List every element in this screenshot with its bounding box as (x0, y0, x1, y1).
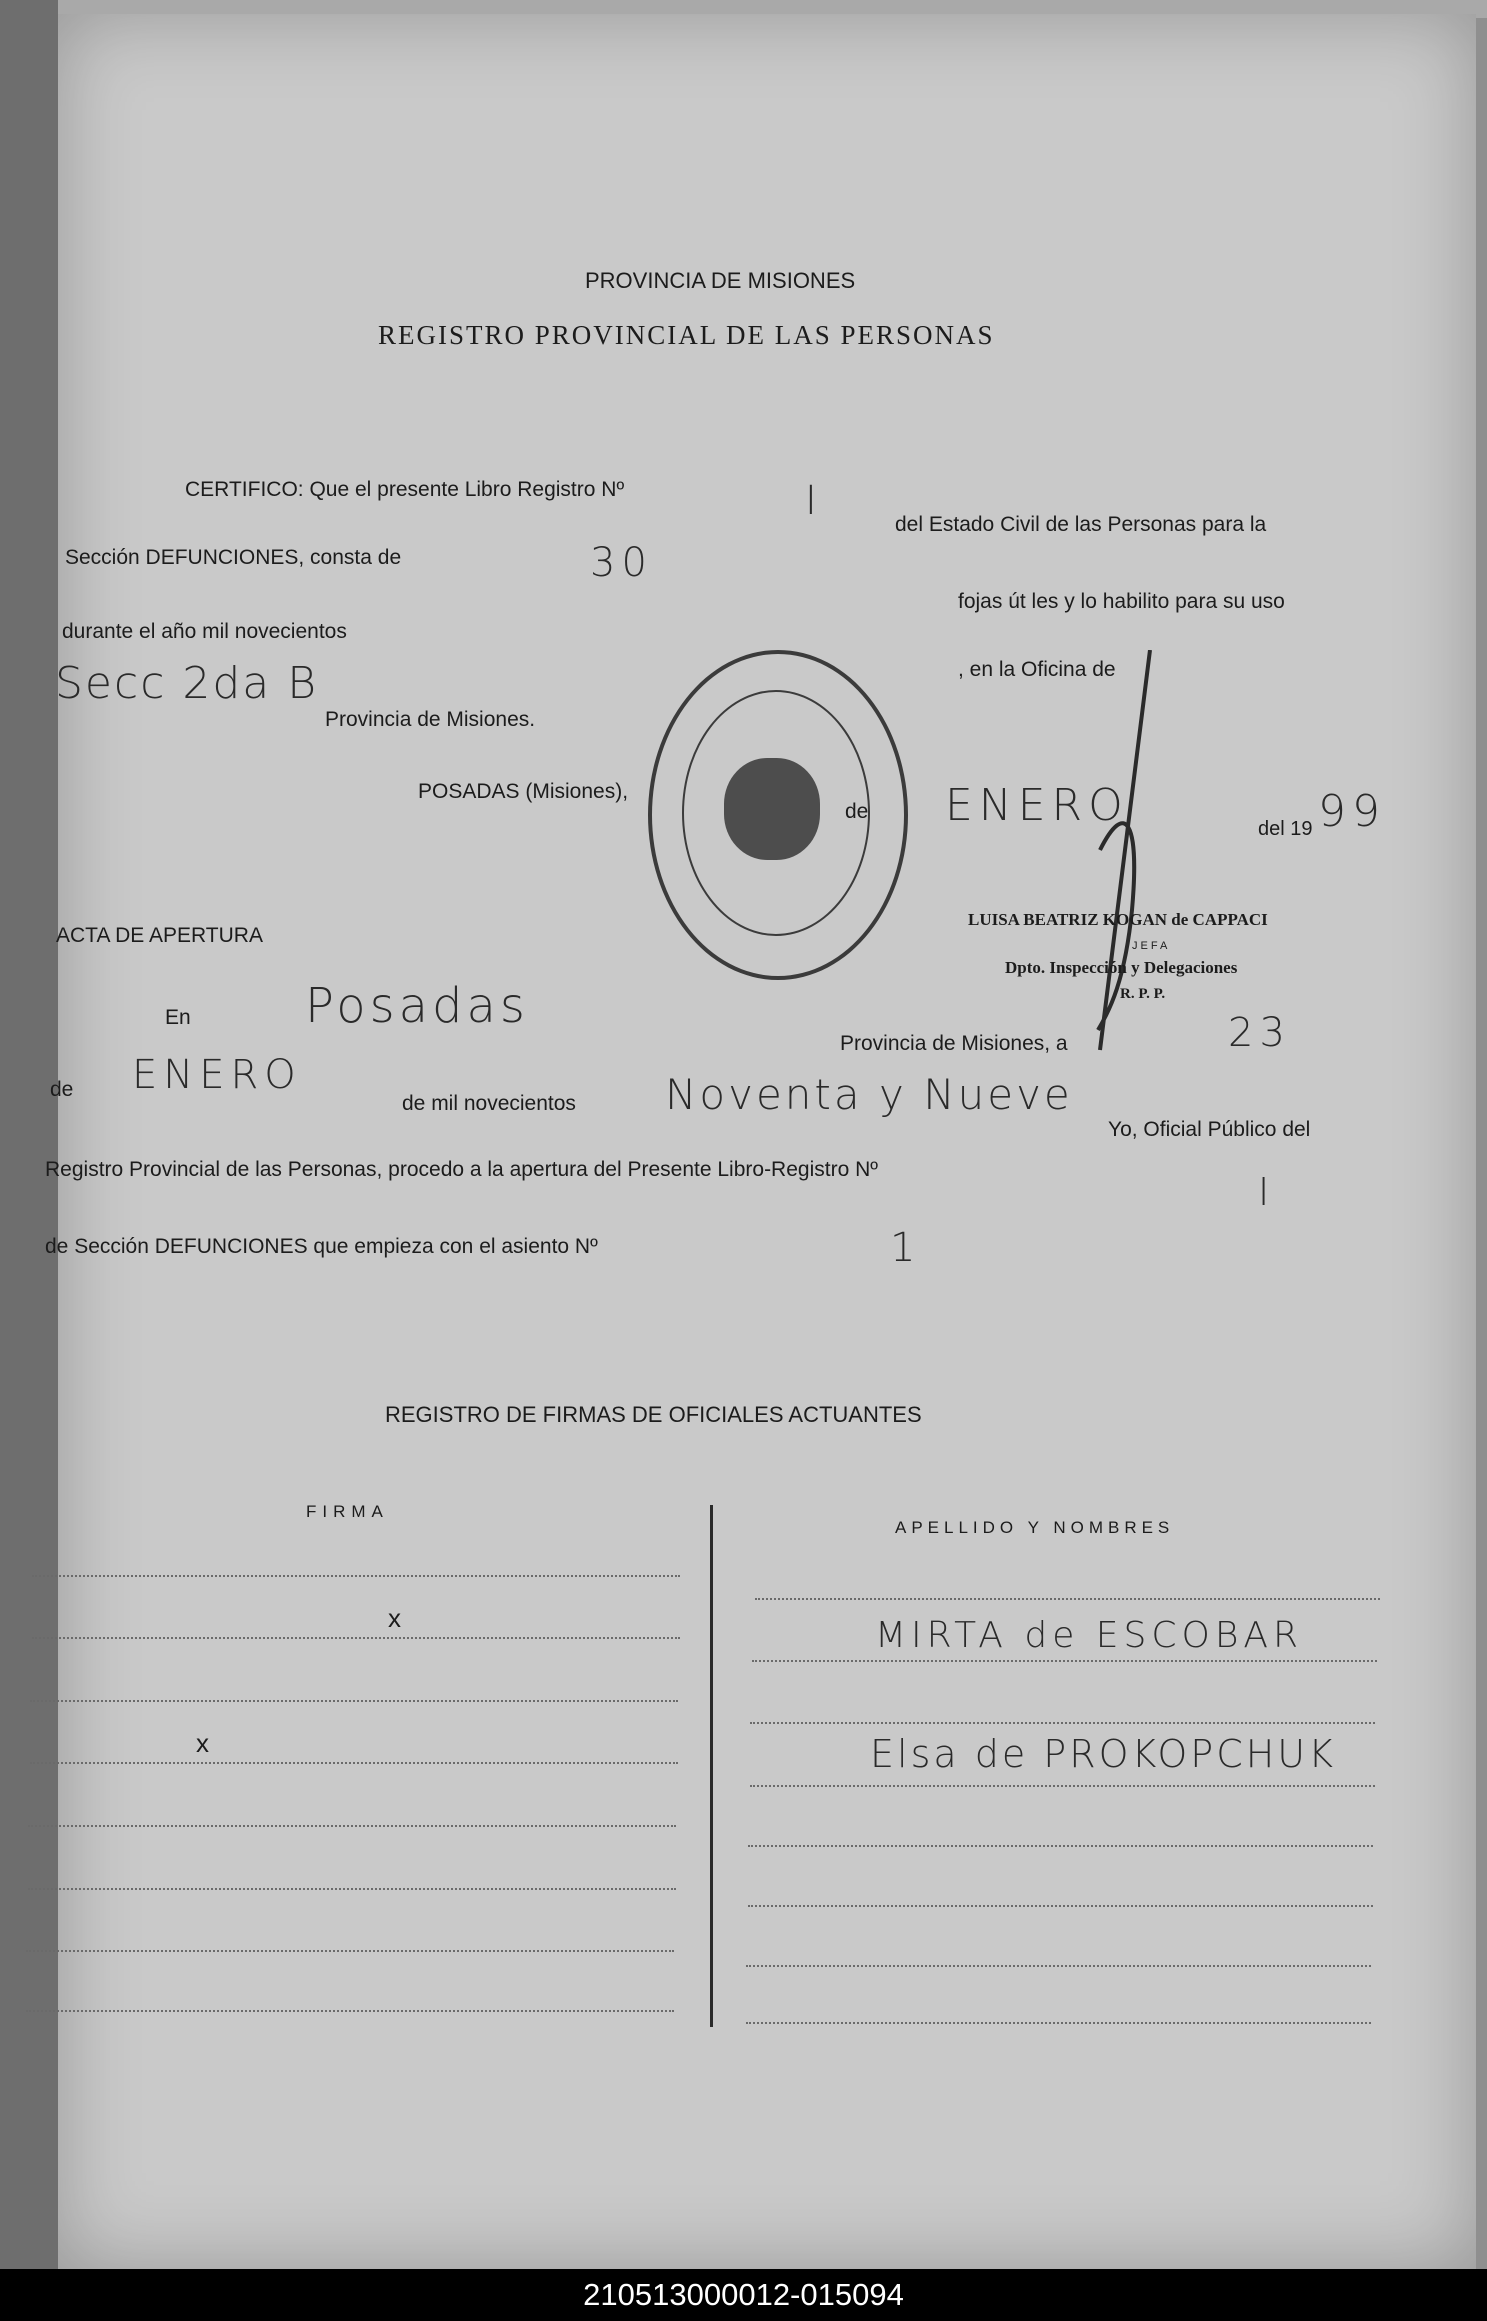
col-firma-header: FIRMA (306, 1502, 389, 1521)
firma-line (28, 1825, 676, 1827)
names-line (746, 2022, 1371, 2024)
del-19-label: del 19 (1258, 818, 1313, 840)
acta-month-hand: ENERO (132, 1052, 302, 1098)
names-line (748, 1905, 1373, 1907)
certificate-line-4b: , en la Oficina de (958, 658, 1116, 681)
firma-mark-2: x (196, 1728, 209, 1758)
acta-yo: Yo, Oficial Público del (1108, 1118, 1311, 1141)
names-line (755, 1598, 1380, 1600)
names-line (748, 1845, 1373, 1847)
acta-province: Provincia de Misiones, a (840, 1032, 1068, 1055)
day-hand: 23 (1228, 1010, 1291, 1056)
province-header: PROVINCIA DE MISIONES (585, 268, 856, 293)
acta-heading: ACTA DE APERTURA (56, 924, 263, 947)
signatory-dept: Dpto. Inspección y Delegaciones (1005, 958, 1238, 977)
signatory-org: R. P. P. (1120, 986, 1166, 1002)
signatures-title: REGISTRO DE FIRMAS DE OFICIALES ACTUANTES (385, 1402, 922, 1427)
official-name-2: Elsa de PROKOPCHUK (870, 1732, 1337, 1776)
official-name-1: MIRTA de ESCOBAR (875, 1615, 1304, 1656)
names-line (752, 1660, 1377, 1662)
firma-mark-1: x (388, 1603, 401, 1633)
names-line (750, 1785, 1375, 1787)
firma-line (26, 2010, 674, 2012)
year-hand: 99 (1318, 786, 1386, 837)
col-names-header: APELLIDO Y NOMBRES (895, 1518, 1175, 1537)
certificate-line-5: Provincia de Misiones. (325, 708, 536, 731)
year-words-hand: Noventa y Nueve (665, 1070, 1073, 1119)
acta-libro-hand: I (1258, 1170, 1276, 1214)
libro-number-hand: I (805, 478, 823, 524)
certificate-line-1: CERTIFICO: Que el presente Libro Registro Nº (185, 478, 625, 501)
acta-en: En (165, 1006, 191, 1029)
fojas-hand: 30 (590, 540, 653, 586)
names-line (750, 1722, 1375, 1724)
certificate-line-1b: del Estado Civil de las Personas para la (895, 513, 1267, 536)
firma-line (32, 1637, 680, 1639)
acta-line-3: Registro Provincial de las Personas, procedo a la apertura del Presente Libro-Registro Nº (45, 1158, 878, 1181)
names-line (746, 1965, 1371, 1967)
firma-line (26, 1950, 674, 1952)
page-left-edge (0, 0, 58, 2269)
firma-line (28, 1888, 676, 1890)
certificate-line-3: fojas út les y lo habilito para su uso (958, 590, 1285, 613)
certificate-line-4: durante el año mil novecientos (62, 620, 347, 643)
signatory-name: LUISA BEATRIZ KOGAN de CAPPACI (968, 910, 1268, 929)
de-label: de (845, 800, 869, 823)
place-date-line: POSADAS (Misiones), (418, 780, 629, 803)
acta-mil: de mil novecientos (402, 1092, 576, 1115)
signatory-title: JEFA (1132, 940, 1171, 952)
registry-header: REGISTRO PROVINCIAL DE LAS PERSONAS (378, 320, 995, 350)
official-seal (648, 650, 908, 980)
signature-stroke (1080, 650, 1160, 1070)
certificate-line-2: Sección DEFUNCIONES, consta de (65, 546, 402, 569)
firma-line (30, 1700, 678, 1702)
column-divider (710, 1505, 713, 2027)
acta-line-4: de Sección DEFUNCIONES que empieza con el asiento Nº (45, 1235, 598, 1258)
asiento-hand: 1 (890, 1225, 922, 1271)
city-hand: Posadas (305, 978, 529, 1034)
coat-of-arms-icon (724, 758, 820, 860)
acta-de: de (50, 1078, 74, 1101)
document-id-footer: 210513000012-015094 (0, 2269, 1487, 2321)
firma-line (30, 1762, 678, 1764)
oficina-hand: Secc 2da B (55, 658, 319, 709)
month-hand: ENERO (945, 780, 1129, 831)
firma-line (32, 1575, 680, 1577)
